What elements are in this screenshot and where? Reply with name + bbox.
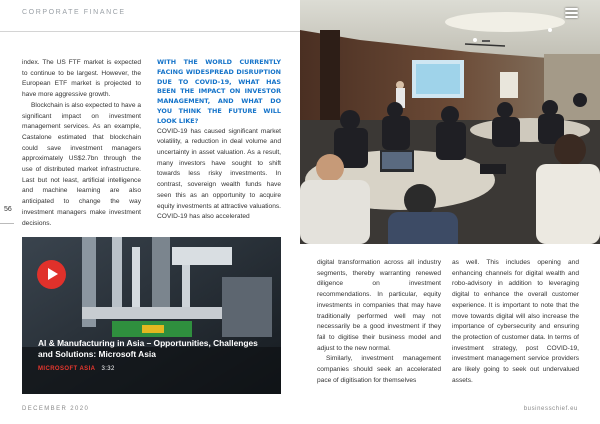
paragraph: Similarly, investment management companies should seek an accelerated pace of digitisation for themselves [317,355,441,384]
conference-photo [300,0,600,244]
article-column-4 [452,258,579,386]
hamburger-menu-icon[interactable] [565,8,578,18]
pull-quote-question: WITH THE WORLD CURRENTLY FACING WIDESPREAD DISRUPTION DUE TO COVID-19, WHAT HAS BEEN THE IMPACT ON INVESTOR MANAGEMENT, AND WHAT DO YOU THINK THE FUTURE WILL LOOK LIKE? [157,58,281,125]
video-duration: 3:32 [101,366,115,372]
video-title[interactable]: AI & Manufacturing in Asia – Opportunities, Challenges and Solutions: Microsoft Asia [38,338,258,359]
play-button[interactable] [37,260,66,289]
article-column-3 [317,258,441,386]
issue-date: DECEMBER 2020 [22,406,90,412]
video-source: MICROSOFT ASIA [38,366,96,372]
section-running-head: CORPORATE FINANCE [22,9,126,16]
paragraph: COVID-19 has caused significant market volatility, a reduction in deal volume and uncertainty in asset valuation. As a result, many investors have sought to shift towards less risky investments. In contrast, sovereign wealth funds have seen this as an opportunity to acquire equity investments at attractive valuations. COVID-19 has also accelerated [157,127,281,221]
article-column-2 [157,58,281,223]
article-column-1 [22,58,141,229]
conference-room-illustration [300,0,600,244]
video-meta [38,366,115,372]
paragraph: index. The US FTF market is expected to continue to be largest. However, the European ETF market is projected to have more aggressive growth. [22,59,141,99]
page-number-rule [0,223,14,224]
paragraph: digital transformation across all industry segments, thereby warranting renewed diligence on investment recommendations. In particular, equity investments in companies that may have traditionally performed well may not necessarily be a good investment if they fail to digitise their business model and adjust to the new normal. [317,259,441,352]
paragraph: as well. This includes opening and enhancing channels for digital wealth and robo-advisory in addition to leveraging digital to enhance the overall customer experience. It is important to note that the move towards digital will also increase the importance of cybersecurity and ensuring the protection of customer data. In terms of investment strategy, post COVID-19, investment management service providers are likely going to seek out undervalued assets. [452,259,579,384]
paragraph: Blockchain is also expected to have a significant impact on investment management services. As an example, Castalone estimated that blockchain could save investment managers approximately US$2.7bn through the use of distributed market infrastructure. Last but not least, artificial intelligence and machine learning are also anticipated to change the way investment managers make investment decisions. [22,101,141,227]
website-link[interactable]: businesschief.eu [523,406,578,412]
video-thumbnail[interactable] [22,237,281,394]
page-number: 56 [4,206,12,213]
header-divider [0,31,300,32]
